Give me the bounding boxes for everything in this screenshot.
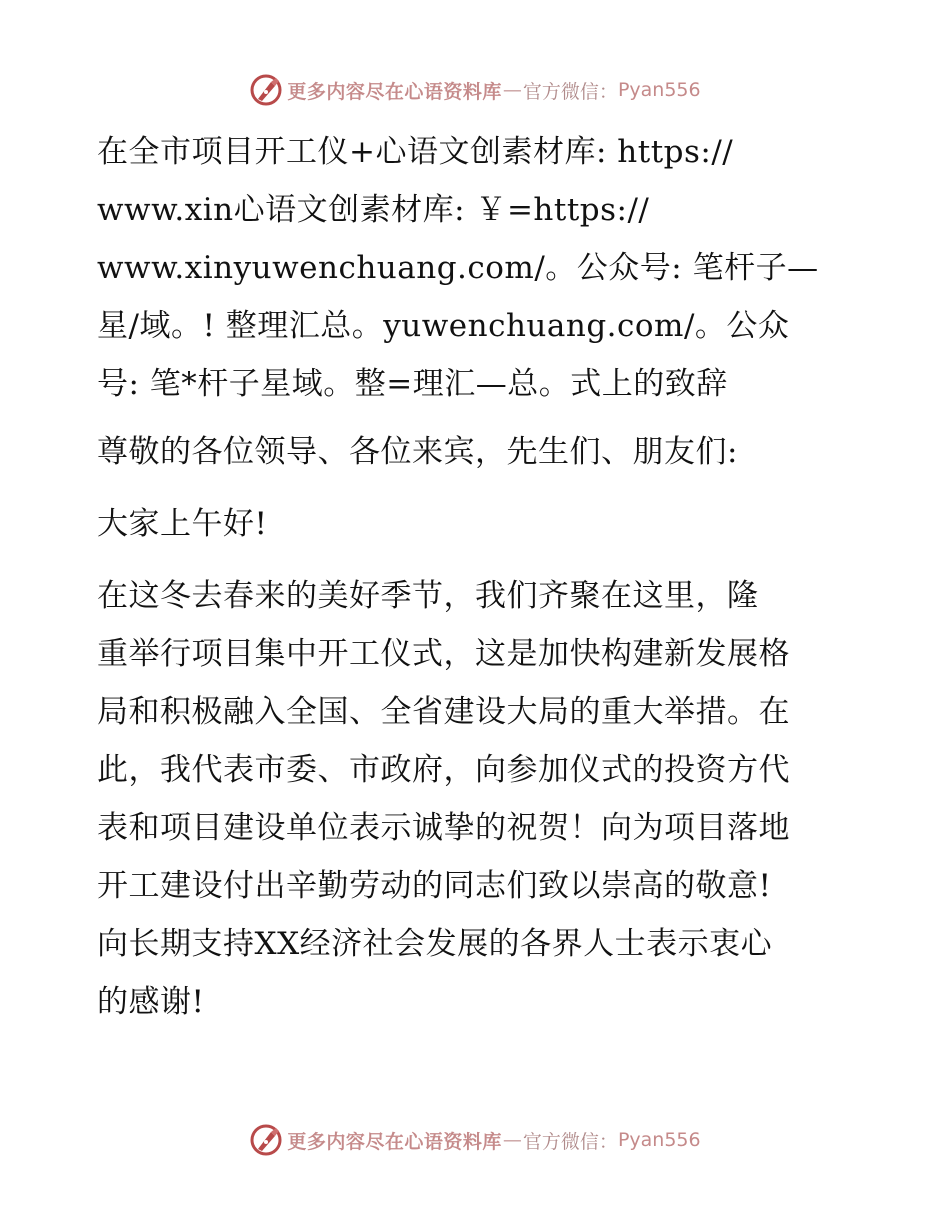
- paragraph-line-1: 在这冬去春来的美好季节，我们齐聚在这里，隆: [97, 578, 759, 614]
- header-watermark-text: 更多内容尽在心语资料库: [287, 80, 502, 103]
- heading-line-2: www.xin心语文创素材库: ￥=https://: [97, 192, 650, 228]
- heading-block: [97, 123, 857, 413]
- heading-line-5: 号: 笔*杆子星域。整=理汇—总。式上的致辞: [97, 366, 728, 402]
- paragraph-line-3: 局和积极融入全国、全省建设大局的重大举措。在: [97, 694, 790, 730]
- paragraph-line-5: 表和项目建设单位表示诚挚的祝贺！向为项目落地: [97, 810, 790, 846]
- paragraph-block: [97, 567, 857, 1031]
- footer-wechat-id: Pyan556: [617, 1129, 701, 1151]
- paragraph-line-8: 的感谢!: [97, 984, 205, 1020]
- footer-wechat-label: 官方微信：: [522, 1130, 618, 1153]
- heading-line-1: 在全市项目开工仪+心语文创素材库: https://: [97, 134, 734, 170]
- pen-nib-logo-icon: [249, 1123, 283, 1157]
- header-watermark-dash: —: [502, 79, 522, 101]
- salutation: 尊敬的各位领导、各位来宾，先生们、朋友们:: [97, 434, 738, 470]
- paragraph-line-2: 重举行项目集中开工仪式，这是加快构建新发展格: [97, 636, 790, 672]
- header-watermark: [0, 70, 950, 110]
- pen-nib-logo-icon: [249, 73, 283, 107]
- heading-line-4: 星/域。! 整理汇总。yuwenchuang.com/。公众: [97, 308, 790, 344]
- paragraph-line-4: 此，我代表市委、市政府，向参加仪式的投资方代: [97, 752, 790, 788]
- paragraph-line-7: 向长期支持XX经济社会发展的各界人士表示衷心: [97, 926, 773, 962]
- footer-watermark-dash: —: [502, 1129, 522, 1151]
- header-wechat-id: Pyan556: [617, 79, 701, 101]
- document-body: [97, 123, 857, 1031]
- header-wechat-label: 官方微信：: [522, 80, 618, 103]
- paragraph-line-6: 开工建设付出辛勤劳动的同志们致以崇高的敬意!: [97, 868, 772, 904]
- footer-watermark: [0, 1120, 950, 1160]
- footer-watermark-text: 更多内容尽在心语资料库: [287, 1130, 502, 1153]
- greeting: 大家上午好!: [97, 506, 268, 542]
- heading-line-3: www.xinyuwenchuang.com/。公众号: 笔杆子—: [97, 250, 819, 286]
